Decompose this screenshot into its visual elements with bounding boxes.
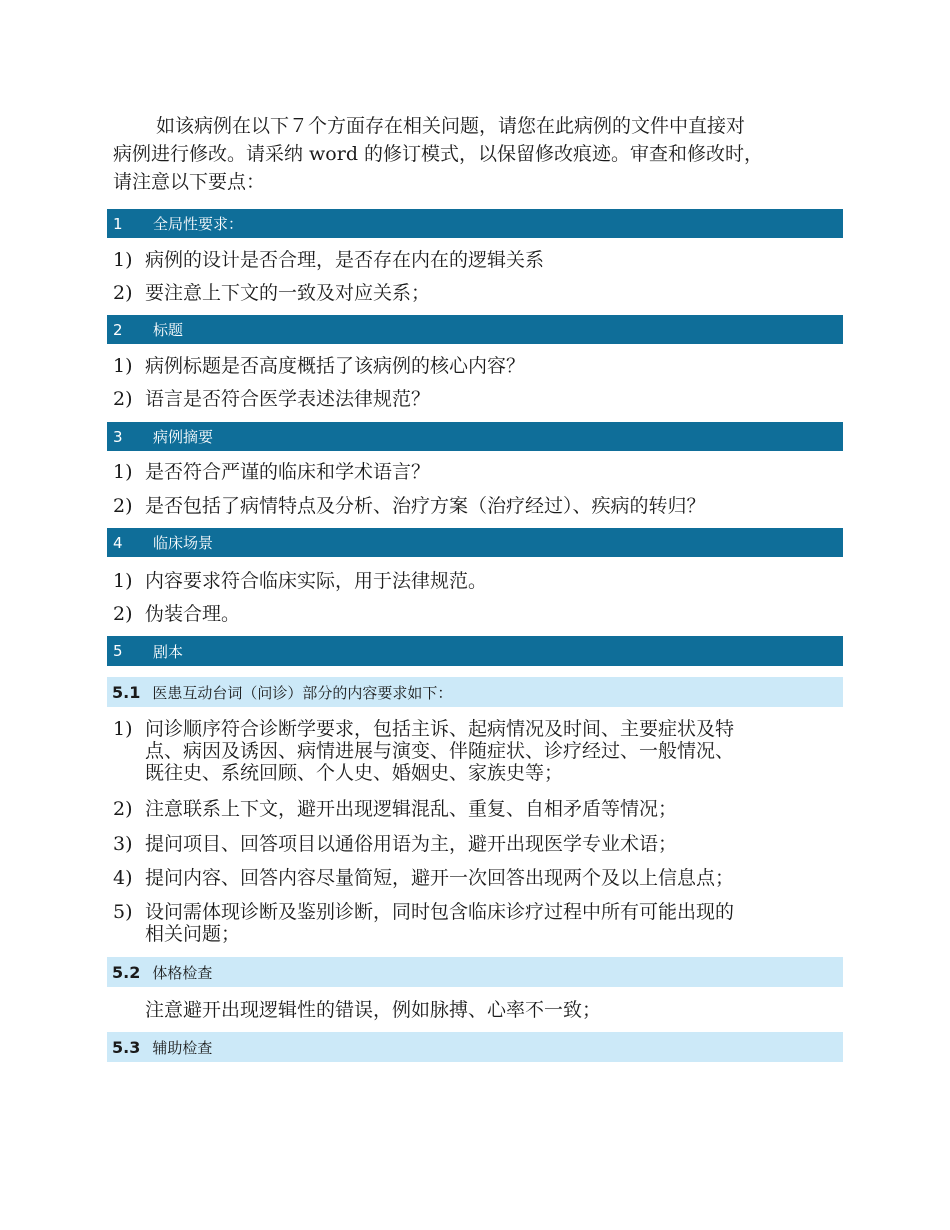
- list-marker: 1): [113, 570, 133, 592]
- section-header-1: [107, 209, 843, 238]
- list-text: [145, 833, 843, 855]
- list-item: [113, 901, 843, 945]
- list-text-line: 相关问题；: [145, 923, 241, 945]
- section-number: 4: [113, 533, 123, 552]
- subsection-title: 医患互动台词（问诊）部分的内容要求如下：: [152, 683, 453, 702]
- list-marker: 1): [113, 355, 133, 377]
- subsection-number: 5.3: [112, 1037, 141, 1057]
- intro-line: 请注意以下要点：: [113, 171, 266, 193]
- subsection-header-5-1: [107, 677, 843, 707]
- section-number: 2: [113, 320, 123, 339]
- intro-paragraph: [113, 112, 843, 196]
- list-item: [113, 495, 843, 517]
- section-header-4: [107, 528, 843, 557]
- list-text: 语言是否符合医学表述法律规范？: [145, 388, 431, 410]
- list-item: [113, 461, 843, 483]
- list-item: [113, 249, 843, 271]
- section-title: 标题: [153, 321, 184, 339]
- list-text: 病例的设计是否合理，是否存在内在的逻辑关系: [145, 249, 545, 271]
- list-text-line: 提问内容、回答内容尽量简短，避开一次回答出现两个及以上信息点；: [145, 867, 735, 889]
- list-text-line: 点、病因及诱因、病情进展与演变、伴随症状、诊疗经过、一般情况、: [145, 740, 735, 762]
- list-text: [145, 718, 843, 784]
- subsection-number: 5.2: [112, 962, 141, 982]
- section-header-3: [107, 422, 843, 451]
- list-text-line: 问诊顺序符合诊断学要求，包括主诉、起病情况及时间、主要症状及特: [145, 718, 735, 740]
- list-text: 是否符合严谨的临床和学术语言？: [145, 461, 431, 483]
- subsection-title: 体格检查: [152, 963, 213, 982]
- list-marker: 2): [113, 603, 133, 625]
- intro-line: 病例进行修改。请采纳 word 的修订模式，以保留修改痕迹。审查和修改时，: [113, 143, 764, 165]
- subsection-title: 辅助检查: [152, 1038, 213, 1057]
- list-text: 要注意上下文的一致及对应关系；: [145, 282, 431, 304]
- section-title: 病例摘要: [153, 428, 214, 446]
- list-item: [113, 867, 843, 889]
- list-marker: 1): [113, 718, 133, 740]
- list-text: 内容要求符合临床实际，用于法律规范。: [145, 570, 488, 592]
- list-text-line: 设问需体现诊断及鉴别诊断，同时包含临床诊疗过程中所有可能出现的: [145, 901, 735, 923]
- list-text: 伪装合理。: [145, 603, 241, 625]
- list-text: [145, 867, 843, 889]
- list-text: [145, 901, 843, 945]
- list-marker: 2): [113, 388, 133, 410]
- section-number: 3: [113, 427, 123, 446]
- list-marker: 1): [113, 249, 133, 271]
- intro-line: 如该病例在以下７个方面存在相关问题，请您在此病例的文件中直接对: [156, 115, 746, 137]
- subsection-header-5-2: [107, 957, 843, 987]
- list-text-line: 提问项目、回答项目以通俗用语为主，避开出现医学专业术语；: [145, 833, 678, 855]
- section-title: 全局性要求：: [153, 215, 244, 233]
- list-marker: 2): [113, 495, 133, 517]
- section-title: 临床场景: [153, 534, 214, 552]
- list-text-line: 注意联系上下文，避开出现逻辑混乱、重复、自相矛盾等情况；: [145, 798, 678, 820]
- list-marker: 3): [113, 833, 133, 855]
- list-item: [113, 355, 843, 377]
- section-header-2: [107, 315, 843, 344]
- list-item: [113, 603, 843, 625]
- section-number: 1: [113, 214, 123, 233]
- section-header-5: [107, 636, 843, 666]
- list-marker: 2): [113, 798, 133, 820]
- list-marker: 1): [113, 461, 133, 483]
- list-text: [145, 798, 843, 820]
- list-text-line: 既往史、系统回顾、个人史、婚姻史、家族史等；: [145, 762, 564, 784]
- list-marker: 4): [113, 867, 133, 889]
- list-text: 病例标题是否高度概括了该病例的核心内容？: [145, 355, 526, 377]
- subsection-header-5-3: [107, 1032, 843, 1062]
- list-text: 是否包括了病情特点及分析、治疗方案（治疗经过）、疾病的转归？: [145, 495, 706, 517]
- list-item: [113, 833, 843, 855]
- list-item: [113, 388, 843, 410]
- list-item: [113, 282, 843, 304]
- list-marker: 2): [113, 282, 133, 304]
- subsection-number: 5.1: [112, 682, 141, 702]
- list-marker: 5): [113, 901, 133, 923]
- section-title: 剧本: [153, 642, 184, 661]
- list-item: [113, 798, 843, 820]
- list-item: [113, 570, 843, 592]
- paragraph-text: 注意避开出现逻辑性的错误，例如脉搏、心率不一致；: [145, 999, 602, 1021]
- section-number: 5: [113, 642, 123, 660]
- list-item: [113, 718, 843, 784]
